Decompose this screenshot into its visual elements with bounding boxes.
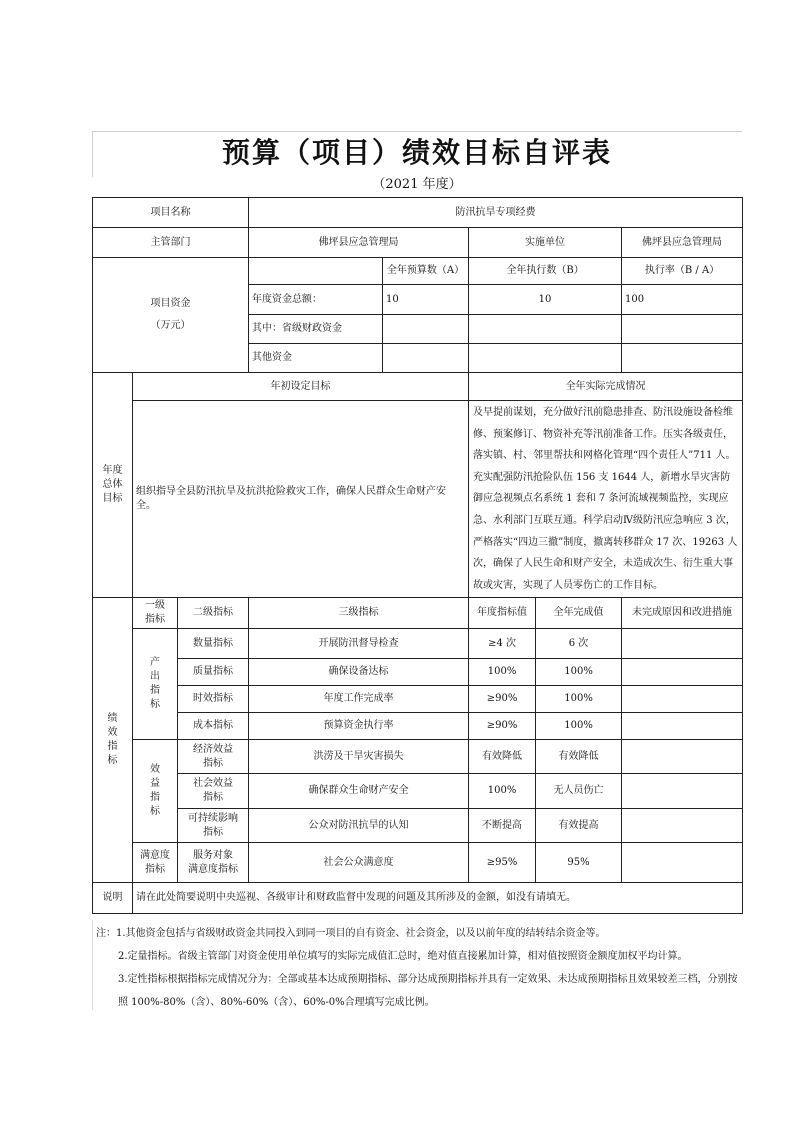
impl-label: 实施单位 <box>469 228 622 258</box>
indicator-target: ≥4 次 <box>469 629 536 659</box>
goals-header-row <box>93 373 743 401</box>
dept-value: 佛坪县应急管理局 <box>249 228 469 258</box>
indicator-actual: 100% <box>536 713 622 740</box>
group-output-label: 产 出 指 标 <box>133 629 178 740</box>
group-benefit-label: 效 益 指 标 <box>133 740 178 843</box>
funds-row-budget <box>383 344 469 373</box>
page-title: 预算（项目）绩效目标自评表 <box>221 136 612 169</box>
footnote-1: 注：1.其他资金包括与省级财政资金共同投入到同一项目的自有资金、社会资金，以及以前年度的结转结余资金等。 <box>96 928 606 939</box>
indicator-level2: 质量指标 <box>178 659 249 686</box>
footnote-3: 3.定性指标根据指标完成情况分为：全部或基本达成预期指标、部分达成预期指标并具有一定效果、未达成预期指标且效果较差三档，分别按照 100%-80%（含）、80%-60%（含）、60%-0%合理填写完成比例。 <box>118 974 738 1008</box>
indicator-actual: 无人员伤亡 <box>536 774 622 809</box>
funds-label <box>93 258 249 373</box>
indicator-level2: 社会效益 指标 <box>178 774 249 809</box>
indicator-level3: 开展防汛督导检查 <box>249 629 469 659</box>
indicator-level2: 服务对象 满意度指标 <box>178 843 249 883</box>
indicator-level3: 年度工作完成率 <box>249 686 469 713</box>
indicator-level3: 确保群众生命财产安全 <box>249 774 469 809</box>
footnote-2: 2.定量指标。省级主管部门对资金使用单位填写的实际完成值汇总时，绝对值直接累加计算，相对值按照资金额度加权平均计算。 <box>118 951 688 962</box>
evaluation-table <box>92 197 743 914</box>
funds-col-rate: 执行率（B / A） <box>622 258 743 285</box>
page-frame-top <box>92 131 742 132</box>
funds-label-line2: （万元） <box>150 320 191 331</box>
explanation-label: 说明 <box>93 883 133 914</box>
header-level3: 三级指标 <box>249 598 469 629</box>
indicator-row <box>93 713 743 740</box>
explanation-text: 请在此处简要说明中央巡视、各级审计和财政监督中发现的问题及其所涉及的金额，如没有请填无。 <box>133 883 743 914</box>
group-satisfaction-label: 满意度 指标 <box>133 843 178 883</box>
indicators-header-row <box>93 598 743 629</box>
indicator-actual: 100% <box>536 686 622 713</box>
funds-row-rate <box>622 315 743 344</box>
indicator-target: ≥90% <box>469 713 536 740</box>
project-name-value: 防汛抗旱专项经费 <box>249 198 743 228</box>
footnotes <box>96 922 740 1014</box>
indicator-actual: 95% <box>536 843 622 883</box>
indicator-row <box>93 843 743 883</box>
indicator-level3: 确保设备达标 <box>249 659 469 686</box>
header-level1: 一级 指标 <box>133 598 178 629</box>
indicator-target: 有效降低 <box>469 740 536 774</box>
goals-col-initial: 年初设定目标 <box>133 373 469 401</box>
impl-value: 佛坪县应急管理局 <box>622 228 743 258</box>
goals-col-actual: 全年实际完成情况 <box>469 373 743 401</box>
indicator-level3: 公众对防汛抗旱的认知 <box>249 809 469 843</box>
header-level2: 二级指标 <box>178 598 249 629</box>
indicator-level2: 时效指标 <box>178 686 249 713</box>
indicator-level2: 经济效益 指标 <box>178 740 249 774</box>
indicator-row <box>93 740 743 774</box>
indicator-row <box>93 774 743 809</box>
goals-content-row <box>93 401 743 598</box>
funds-header-row <box>93 258 743 285</box>
indicator-level2: 成本指标 <box>178 713 249 740</box>
indicator-reason <box>622 686 743 713</box>
indicator-reason <box>622 774 743 809</box>
funds-row-rate <box>622 344 743 373</box>
indicator-reason <box>622 740 743 774</box>
indicator-target: 100% <box>469 659 536 686</box>
indicator-reason <box>622 809 743 843</box>
indicator-level3: 社会公众满意度 <box>249 843 469 883</box>
indicator-row <box>93 809 743 843</box>
funds-row-exec <box>469 315 622 344</box>
funds-label-line1: 项目资金 <box>150 298 191 309</box>
indicator-reason <box>622 629 743 659</box>
indicator-reason <box>622 713 743 740</box>
funds-row-exec <box>469 344 622 373</box>
dept-label: 主管部门 <box>93 228 249 258</box>
indicator-target: ≥95% <box>469 843 536 883</box>
indicator-actual: 有效降低 <box>536 740 622 774</box>
goals-actual-text: 及早提前谋划，充分做好汛前隐患排查、防汛设施设备检维修、预案修订、物资补充等汛前准备工作。压实各级责任，落实镇、村、邻里帮扶和网格化管理“四个责任人”711 人。充实配强防汛抢险队伍 156 支 1644 人，新增水旱灾害防御应急视频点名系统 1 套和 7 条河流域视频监控，实现应急、水利部门互联互通。科学启动Ⅳ级防汛应急响应 3 次，严格落实“四边三撤”制度，撤离转移群众 17 次、19263 人次，确保了人民生命和财产安全，未造成次生、衍生重大事故或灾害，实现了人员零伤亡的工作目标。 <box>469 401 743 598</box>
indicator-actual: 100% <box>536 659 622 686</box>
indicators-section-label: 绩 效 指 标 <box>93 598 133 883</box>
funds-row-label: 其他资金 <box>249 344 383 373</box>
indicator-reason <box>622 659 743 686</box>
funds-header-blank <box>249 258 383 285</box>
project-name-row <box>93 198 743 228</box>
indicator-target: 100% <box>469 774 536 809</box>
department-row <box>93 228 743 258</box>
indicator-actual: 6 次 <box>536 629 622 659</box>
indicator-level3: 预算资金执行率 <box>249 713 469 740</box>
indicator-row <box>93 629 743 659</box>
funds-row-budget: 10 <box>383 285 469 315</box>
funds-col-budget: 全年预算数（A） <box>383 258 469 285</box>
header-target: 年度指标值 <box>469 598 536 629</box>
funds-row-label: 其中：省级财政资金 <box>249 315 383 344</box>
indicator-target: 不断提高 <box>469 809 536 843</box>
goals-initial-text: 组织指导全县防汛抗旱及抗洪抢险救灾工作，确保人民群众生命财产安全。 <box>133 401 469 598</box>
indicator-row <box>93 686 743 713</box>
indicator-actual: 有效提高 <box>536 809 622 843</box>
indicator-target: ≥90% <box>469 686 536 713</box>
indicator-level2: 可持续影响 指标 <box>178 809 249 843</box>
page-frame-left-lower <box>92 920 93 1010</box>
report-year: （2021 年度） <box>372 177 462 192</box>
header-actual: 全年完成值 <box>536 598 622 629</box>
goals-section-label: 年度 总体 目标 <box>93 373 133 598</box>
funds-col-exec: 全年执行数（B） <box>469 258 622 285</box>
header-reason: 未完成原因和改进措施 <box>622 598 743 629</box>
funds-row-budget <box>383 315 469 344</box>
indicator-row <box>93 659 743 686</box>
indicator-level3: 洪涝及干旱灾害损失 <box>249 740 469 774</box>
indicator-reason <box>622 843 743 883</box>
project-name-label: 项目名称 <box>93 198 249 228</box>
funds-row-exec: 10 <box>469 285 622 315</box>
indicator-level2: 数量指标 <box>178 629 249 659</box>
funds-row-rate: 100 <box>622 285 743 315</box>
funds-row-label: 年度资金总额： <box>249 285 383 315</box>
explanation-row <box>93 883 743 914</box>
